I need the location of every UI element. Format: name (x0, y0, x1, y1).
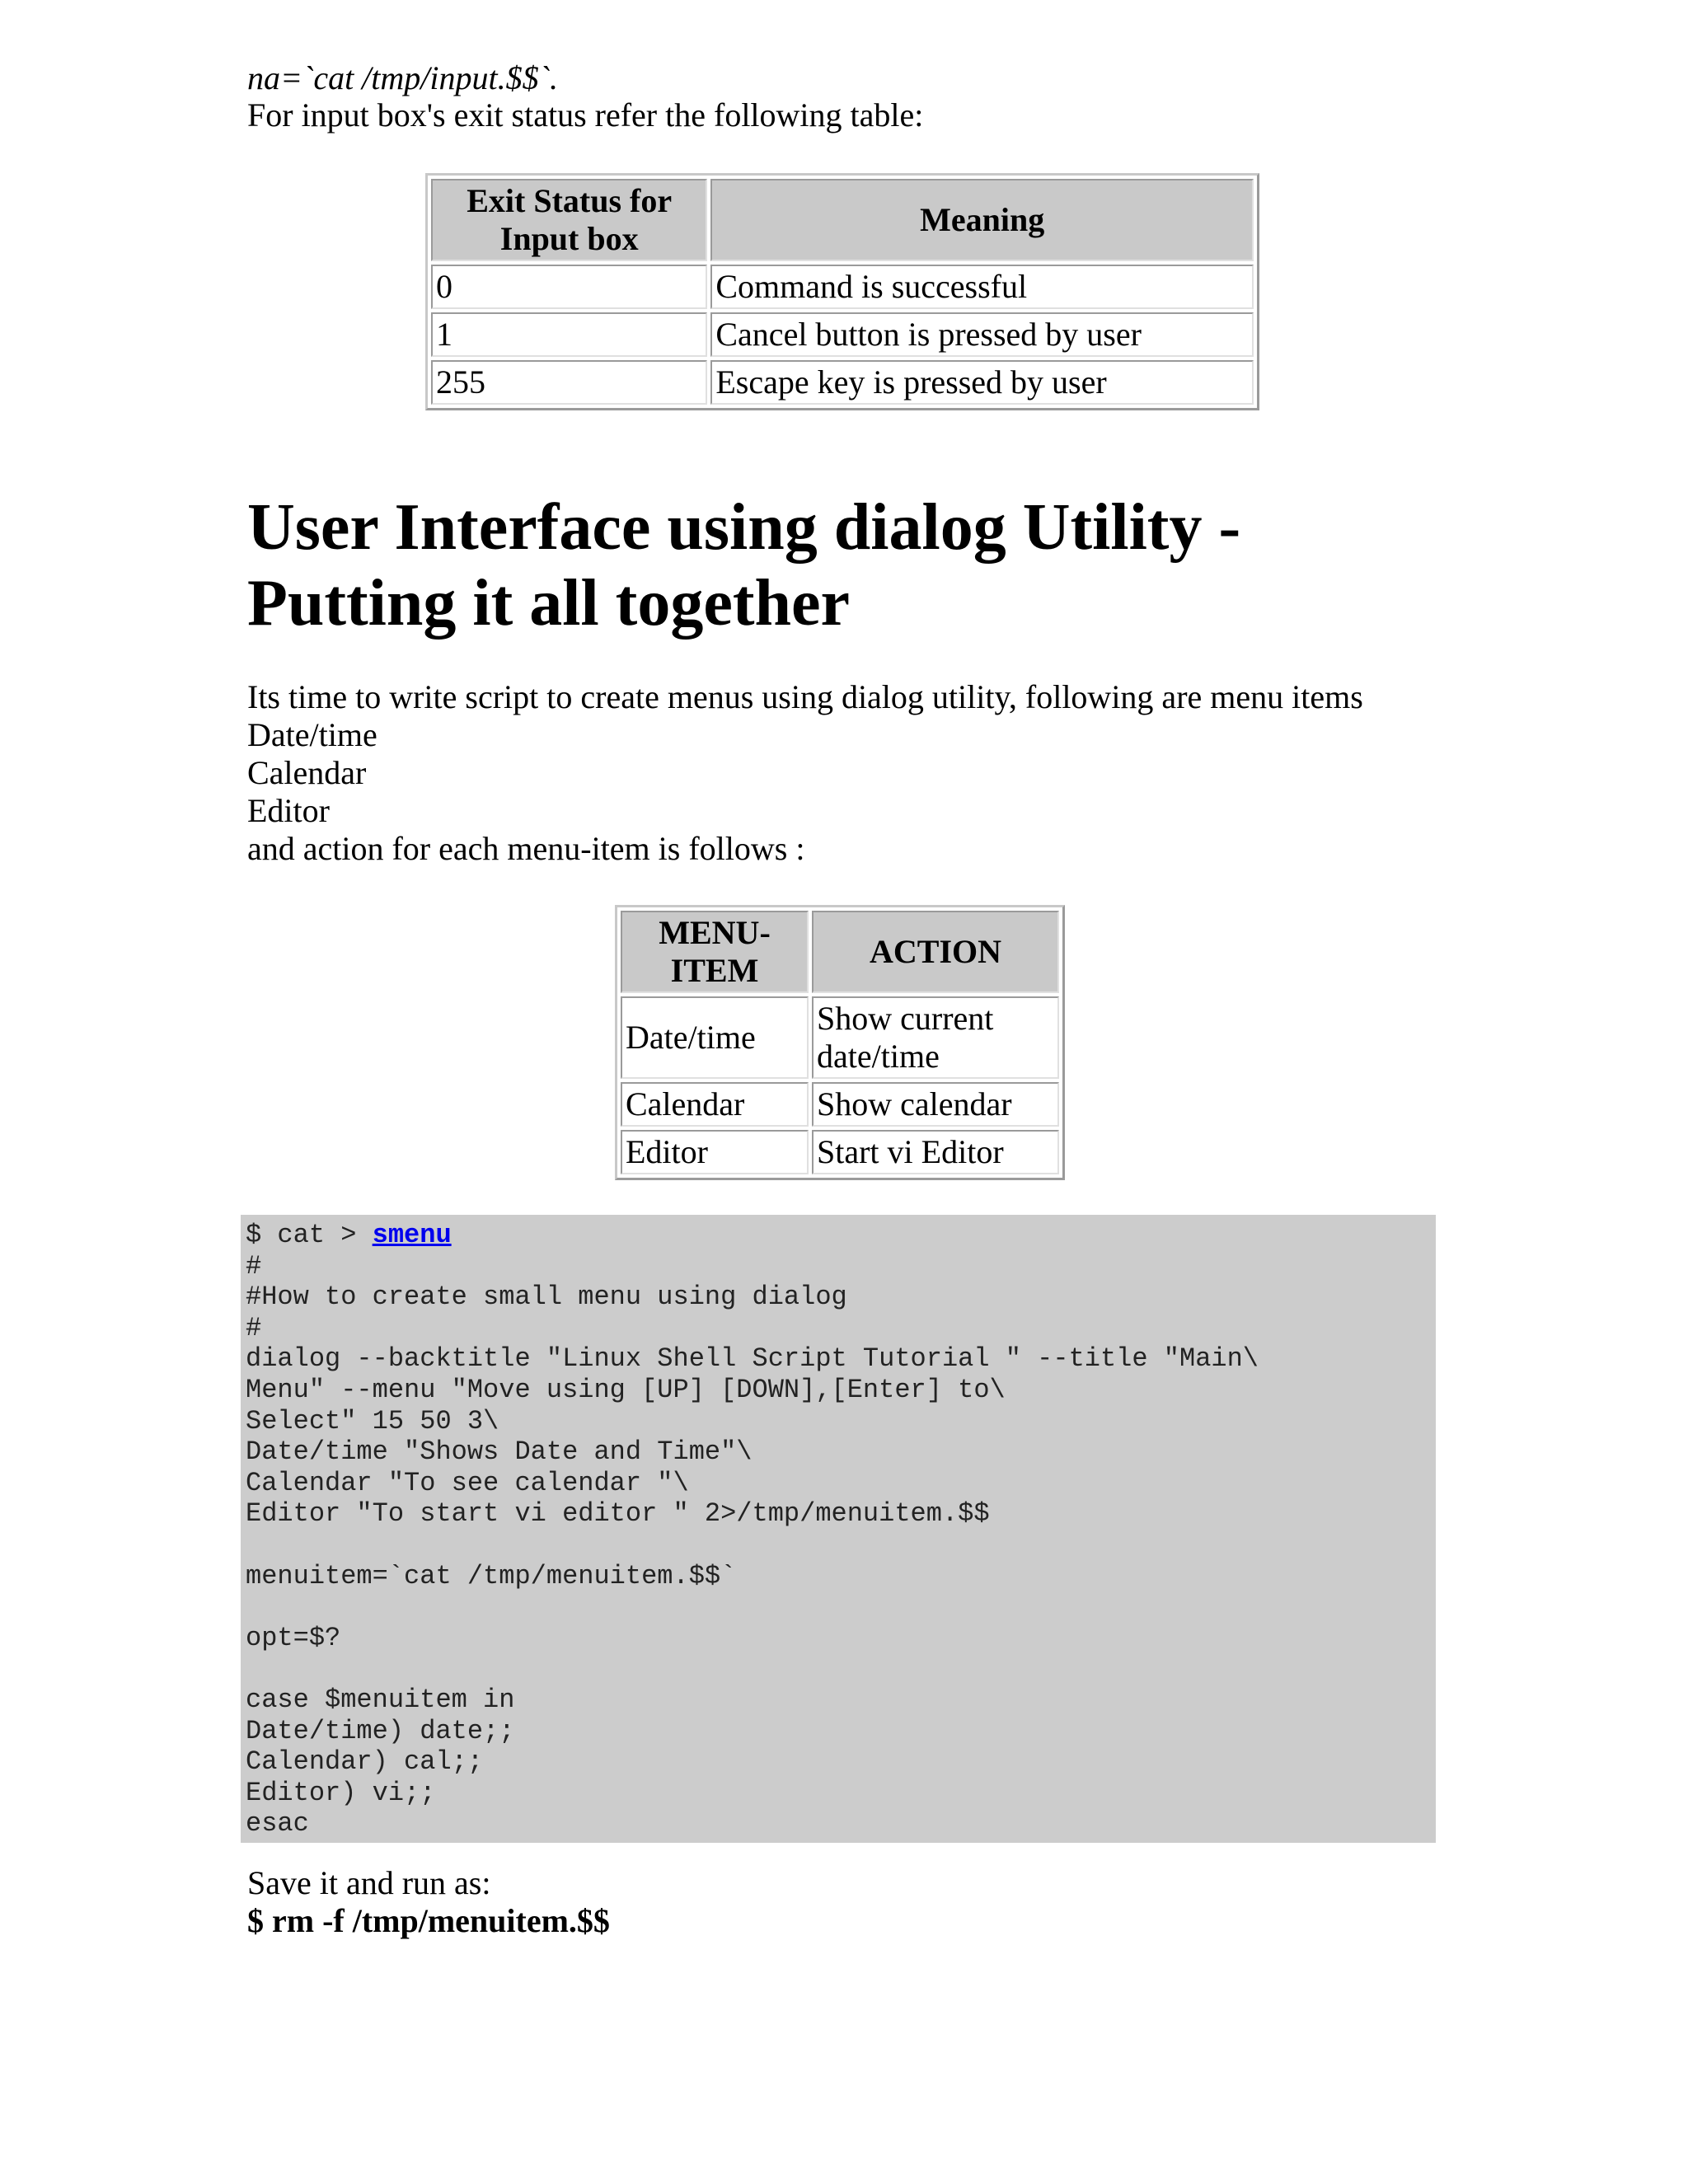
code-line (246, 1220, 1436, 1251)
code-line: Calendar "To see calendar "\ (246, 1467, 689, 1498)
code-line: #How to create small menu using dialog (246, 1282, 847, 1313)
table-cell: Show calendar (812, 1082, 1059, 1127)
table-row (621, 1082, 1059, 1127)
code-line: # (246, 1312, 262, 1343)
section-title-line-1: User Interface using dialog Utility - (247, 491, 1241, 564)
table-row (621, 996, 1059, 1079)
code-block (241, 1215, 1436, 1843)
table-cell: Date/time (621, 996, 809, 1079)
code-line: Editor "To start vi editor " 2>/tmp/menuitem.$$ (246, 1498, 990, 1530)
table-header-row (621, 911, 1059, 993)
table-header-cell: Exit Status for Input box (431, 179, 707, 261)
table-header-cell: MENU-ITEM (621, 911, 809, 993)
code-line: case $menuitem in (246, 1684, 515, 1715)
table-cell: 1 (431, 312, 707, 357)
action-intro-text: and action for each menu-item is follows : (247, 830, 805, 867)
code-line: # (246, 1250, 262, 1282)
table-row (431, 360, 1254, 405)
code-line: Menu" --menu "Move using [UP] [DOWN],[Enter] to\ (246, 1374, 1006, 1405)
table-row (431, 265, 1254, 309)
save-instruction: Save it and run as: (247, 1864, 491, 1901)
code-line: dialog --backtitle "Linux Shell Script Tutorial " --title "Main\ (246, 1343, 1259, 1375)
table-row (431, 312, 1254, 357)
table-cell: Show current date/time (812, 996, 1059, 1079)
section-title (247, 490, 1240, 641)
code-line: Date/time) date;; (246, 1715, 515, 1746)
table-cell: Cancel button is pressed by user (710, 312, 1254, 357)
code-line: Calendar) cal;; (246, 1746, 484, 1778)
code-prompt: $ cat > (246, 1220, 373, 1250)
section-title-line-2: Putting it all together (247, 567, 850, 640)
table-cell: Start vi Editor (812, 1130, 1059, 1174)
menu-action-table (615, 905, 1065, 1180)
code-line: menuitem=`cat /tmp/menuitem.$$` (246, 1560, 737, 1591)
code-line: Select" 15 50 3\ (246, 1405, 499, 1436)
table-cell: Command is successful (710, 265, 1254, 309)
table-cell: 255 (431, 360, 707, 405)
menu-item-text: Date/time (247, 716, 377, 753)
code-line: Date/time "Shows Date and Time"\ (246, 1436, 753, 1468)
intro-code-line: na=`cat /tmp/input.$$`. (247, 59, 558, 96)
code-line (246, 1591, 1436, 1623)
table-cell: Editor (621, 1130, 809, 1174)
intro-text: For input box's exit status refer the following table: (247, 96, 924, 134)
table-cell: 0 (431, 265, 707, 309)
menu-item-text: Calendar (247, 754, 367, 791)
menu-item-text: Editor (247, 792, 330, 829)
code-line: opt=$? (246, 1622, 341, 1653)
table-header-cell: Meaning (710, 179, 1254, 261)
table-cell: Escape key is pressed by user (710, 360, 1254, 405)
run-command: $ rm -f /tmp/menuitem.$$ (247, 1902, 610, 1939)
exit-status-table (425, 173, 1259, 410)
body-paragraph: Its time to write script to create menus using dialog utility, following are menu items (247, 678, 1363, 715)
code-line: Editor) vi;; (246, 1777, 436, 1808)
code-line: esac (246, 1808, 309, 1840)
table-header-row (431, 179, 1254, 261)
table-cell: Calendar (621, 1082, 809, 1127)
code-line (246, 1530, 1436, 1561)
code-line (246, 1653, 1436, 1685)
table-header-cell: ACTION (812, 911, 1059, 993)
smenu-link[interactable]: smenu (372, 1220, 452, 1250)
table-row (621, 1130, 1059, 1174)
